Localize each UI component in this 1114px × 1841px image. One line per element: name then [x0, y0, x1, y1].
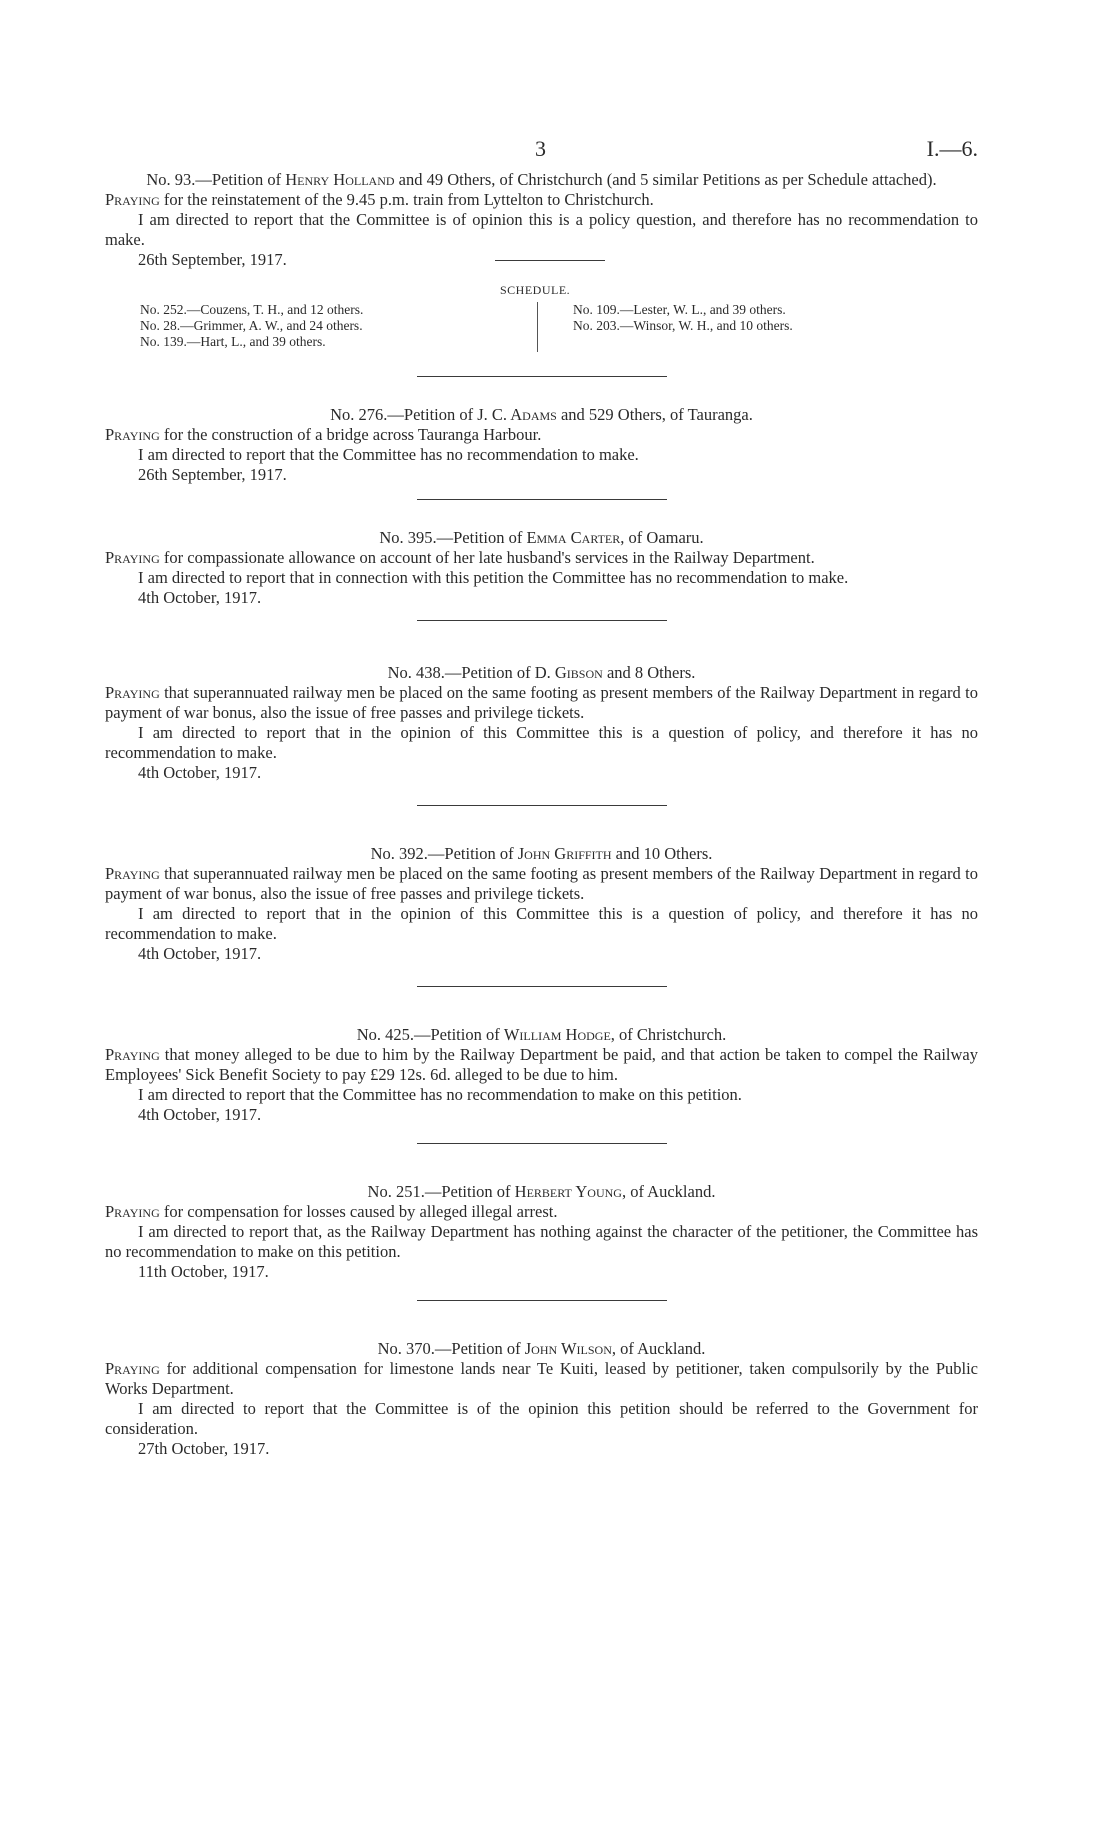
committee-report: I am directed to report that the Committee is of opinion this is a policy question, and therefore has no recommendation to make. — [105, 210, 978, 249]
committee-report: I am directed to report that, as the Railway Department has nothing against the character of the petitioner, the Committee has no recommendation to make on this petition. — [105, 1222, 978, 1261]
petition-entry — [105, 528, 978, 608]
report-date: 26th September, 1917. — [138, 250, 287, 269]
page-number: 3 — [535, 136, 546, 161]
committee-report: I am directed to report that in the opinion of this Committee this is a question of policy, and therefore it has no recommendation to make. — [105, 904, 978, 943]
petition-prayer: Praying for the reinstatement of the 9.45 p.m. train from Lyttelton to Christchurch. — [105, 190, 654, 209]
petition-prayer: Praying that superannuated railway men be placed on the same footing as present members of the Railway Department in regard to payment of war bonus, also the issue of free passes and privilege tickets. — [105, 864, 978, 903]
report-date: 4th October, 1917. — [138, 1105, 262, 1124]
document-page — [105, 136, 978, 1459]
petition-entry — [105, 663, 978, 783]
report-date: 4th October, 1917. — [138, 763, 262, 782]
schedule-table — [105, 282, 978, 362]
committee-report: I am directed to report that the Committee has no recommendation to make. — [138, 445, 639, 464]
petition-entry — [105, 1339, 978, 1459]
petition-entry — [105, 1025, 978, 1125]
committee-report: I am directed to report that in connection with this petition the Committee has no recommendation to make. — [138, 568, 849, 587]
petitioner-name: Emma Carter — [526, 528, 621, 547]
petitioner-name: Henry Holland — [285, 170, 395, 189]
petition-title: No. 370.—Petition of John Wilson, of Auckland. — [377, 1339, 706, 1358]
schedule-left-column — [140, 302, 363, 350]
petitioner-name: J. C. Adams — [477, 405, 557, 424]
petition-entry — [105, 1182, 978, 1282]
petitioner-name: John Wilson — [524, 1339, 612, 1358]
report-date: 11th October, 1917. — [138, 1262, 269, 1281]
petition-prayer: Praying for compensation for losses caused by alleged illegal arrest. — [105, 1202, 558, 1221]
schedule-entry: No. 109.—Lester, W. L., and 39 others. — [573, 302, 786, 317]
schedule-heading: SCHEDULE. — [500, 283, 571, 297]
page-reference: I.—6. — [926, 136, 978, 161]
committee-report: I am directed to report that in the opinion of this Committee this is a question of policy, and therefore it has no recommendation to make. — [105, 723, 978, 762]
petition-title: No. 425.—Petition of William Hodge, of Christchurch. — [356, 1025, 727, 1044]
petition-prayer: Praying for additional compensation for limestone lands near Te Kuiti, leased by petitioner, taken compulsorily by the Public Works Department. — [105, 1359, 978, 1398]
schedule-entry: No. 252.—Couzens, T. H., and 12 others. — [140, 302, 364, 317]
petition-prayer: Praying for compassionate allowance on account of her late husband's services in the Railway Department. — [105, 548, 815, 567]
schedule-entry: No. 28.—Grimmer, A. W., and 24 others. — [140, 318, 363, 333]
petitioner-name: D. Gibson — [534, 663, 603, 682]
petition-prayer: Praying that superannuated railway men be placed on the same footing as present members of the Railway Department in regard to payment of war bonus, also the issue of free passes and privilege tickets. — [105, 683, 978, 722]
page-header — [105, 136, 978, 170]
petition-title: No. 392.—Petition of John Griffith and 10 Others. — [370, 844, 713, 863]
petition-title: No. 438.—Petition of D. Gibson and 8 Others. — [387, 663, 696, 682]
petition-title: No. 276.—Petition of J. C. Adams and 529 Others, of Tauranga. — [330, 405, 753, 424]
petition-title: No. 395.—Petition of Emma Carter, of Oamaru. — [379, 528, 704, 547]
petition-prayer: Praying for the construction of a bridge across Tauranga Harbour. — [105, 425, 542, 444]
section-divider — [495, 260, 605, 261]
petition-entry — [105, 844, 978, 964]
schedule-right-column — [573, 302, 793, 334]
petition-entry — [105, 405, 978, 485]
report-date: 4th October, 1917. — [138, 588, 262, 607]
committee-report: I am directed to report that the Committee is of the opinion this petition should be referred to the Government for consideration. — [105, 1399, 978, 1438]
committee-report: I am directed to report that the Committee has no recommendation to make on this petition. — [138, 1085, 742, 1104]
petitioner-name: John Griffith — [517, 844, 612, 863]
schedule-divider — [537, 302, 538, 352]
petition-title: No. 251.—Petition of Herbert Young, of Auckland. — [367, 1182, 716, 1201]
schedule-entry: No. 139.—Hart, L., and 39 others. — [140, 334, 326, 349]
petitioner-name: William Hodge — [503, 1025, 611, 1044]
report-date: 26th September, 1917. — [138, 465, 287, 484]
petitioner-name: Herbert Young — [514, 1182, 622, 1201]
petition-entry — [105, 170, 978, 270]
petition-prayer: Praying that money alleged to be due to him by the Railway Department be paid, and that action be taken to compel the Railway Employees' Sick Benefit Society to pay £29 12s. 6d. alleged to be due to him. — [105, 1045, 978, 1084]
schedule-entry: No. 203.—Winsor, W. H., and 10 others. — [573, 318, 793, 333]
report-date: 4th October, 1917. — [138, 944, 262, 963]
report-date: 27th October, 1917. — [138, 1439, 270, 1458]
petition-title: No. 93.—Petition of Henry Holland and 49 Others, of Christchurch (and 5 similar Petitions as per Schedule attached). — [146, 170, 937, 189]
